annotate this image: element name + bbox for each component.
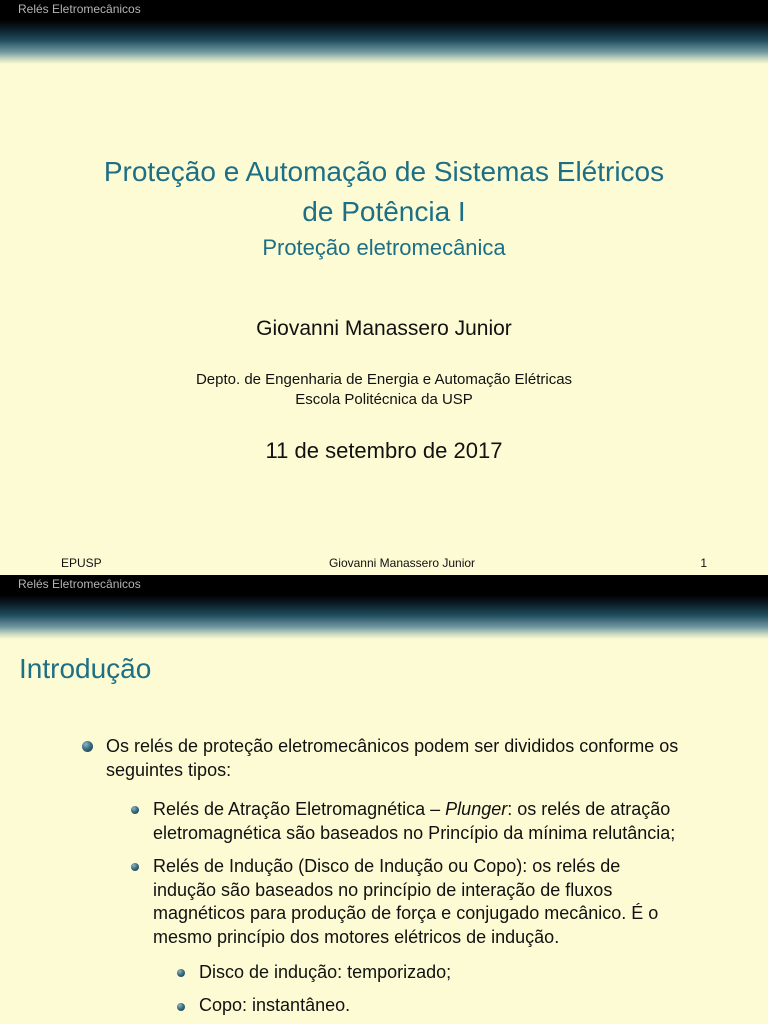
bullet-icon <box>177 1003 185 1011</box>
list-item-text: seguintes tipos: <box>106 759 232 780</box>
content-slide <box>0 575 768 1024</box>
author-name: Giovanni Manassero Junior <box>256 317 512 340</box>
list-item-attraction <box>153 798 675 845</box>
header-bar <box>0 575 768 639</box>
frame-title: Introdução <box>19 653 152 684</box>
list-item-disc: Disco de indução: temporizado; <box>199 962 452 982</box>
list-item-text: eletromagnética são baseados no Princípio da mínima relutância; <box>153 822 676 843</box>
title-line-1: Proteção e Automação de Sistemas Elétricos <box>103 156 665 187</box>
list-item-text: Relés de Indução (Disco de Indução ou Copo): os relés de <box>153 856 621 876</box>
institution-line-2: Escola Politécnica da USP <box>295 391 473 408</box>
header-bar <box>0 0 768 64</box>
bullet-icon <box>177 969 185 977</box>
bullet-icon <box>131 806 139 814</box>
list-item-text: indução são baseados no princípio de interação de fluxos <box>153 879 613 900</box>
slide-footer <box>0 556 768 572</box>
bullet-icon <box>131 863 139 871</box>
footer-institution: EPUSP <box>61 556 102 570</box>
title-line-2: de Potência I <box>302 196 466 227</box>
section-title: Relés Eletromecânicos <box>18 577 141 591</box>
list-item-text: magnéticos para produção de força e conjugado mecânico. É o <box>153 903 659 923</box>
list-item-intro <box>106 735 678 782</box>
institution-line-1: Depto. de Engenharia de Energia e Automação Elétricas <box>195 371 573 388</box>
presentation-date: 11 de setembro de 2017 <box>265 438 503 463</box>
list-item-cup: Copo: instantâneo. <box>199 995 351 1015</box>
list-item-text: Os relés de proteção eletromecânicos podem ser divididos conforme os <box>106 736 679 756</box>
section-title: Relés Eletromecânicos <box>18 2 141 16</box>
plunger-term: Plunger <box>445 799 508 819</box>
presentation-subtitle: Proteção eletromecânica <box>262 235 506 260</box>
presentation-title <box>0 152 768 232</box>
list-item-induction <box>153 855 658 949</box>
bullet-icon <box>82 741 93 752</box>
list-item-text: mesmo princípio dos motores elétricos de indução. <box>153 926 560 947</box>
list-item-text-part: Relés de Atração Eletromagnética – <box>153 799 446 819</box>
list-item-text <box>153 798 675 822</box>
footer-page-number: 1 <box>700 556 707 570</box>
list-item-text-part: : os relés de atração <box>507 799 671 819</box>
institution <box>0 370 768 410</box>
footer-author: Giovanni Manassero Junior <box>328 556 476 570</box>
